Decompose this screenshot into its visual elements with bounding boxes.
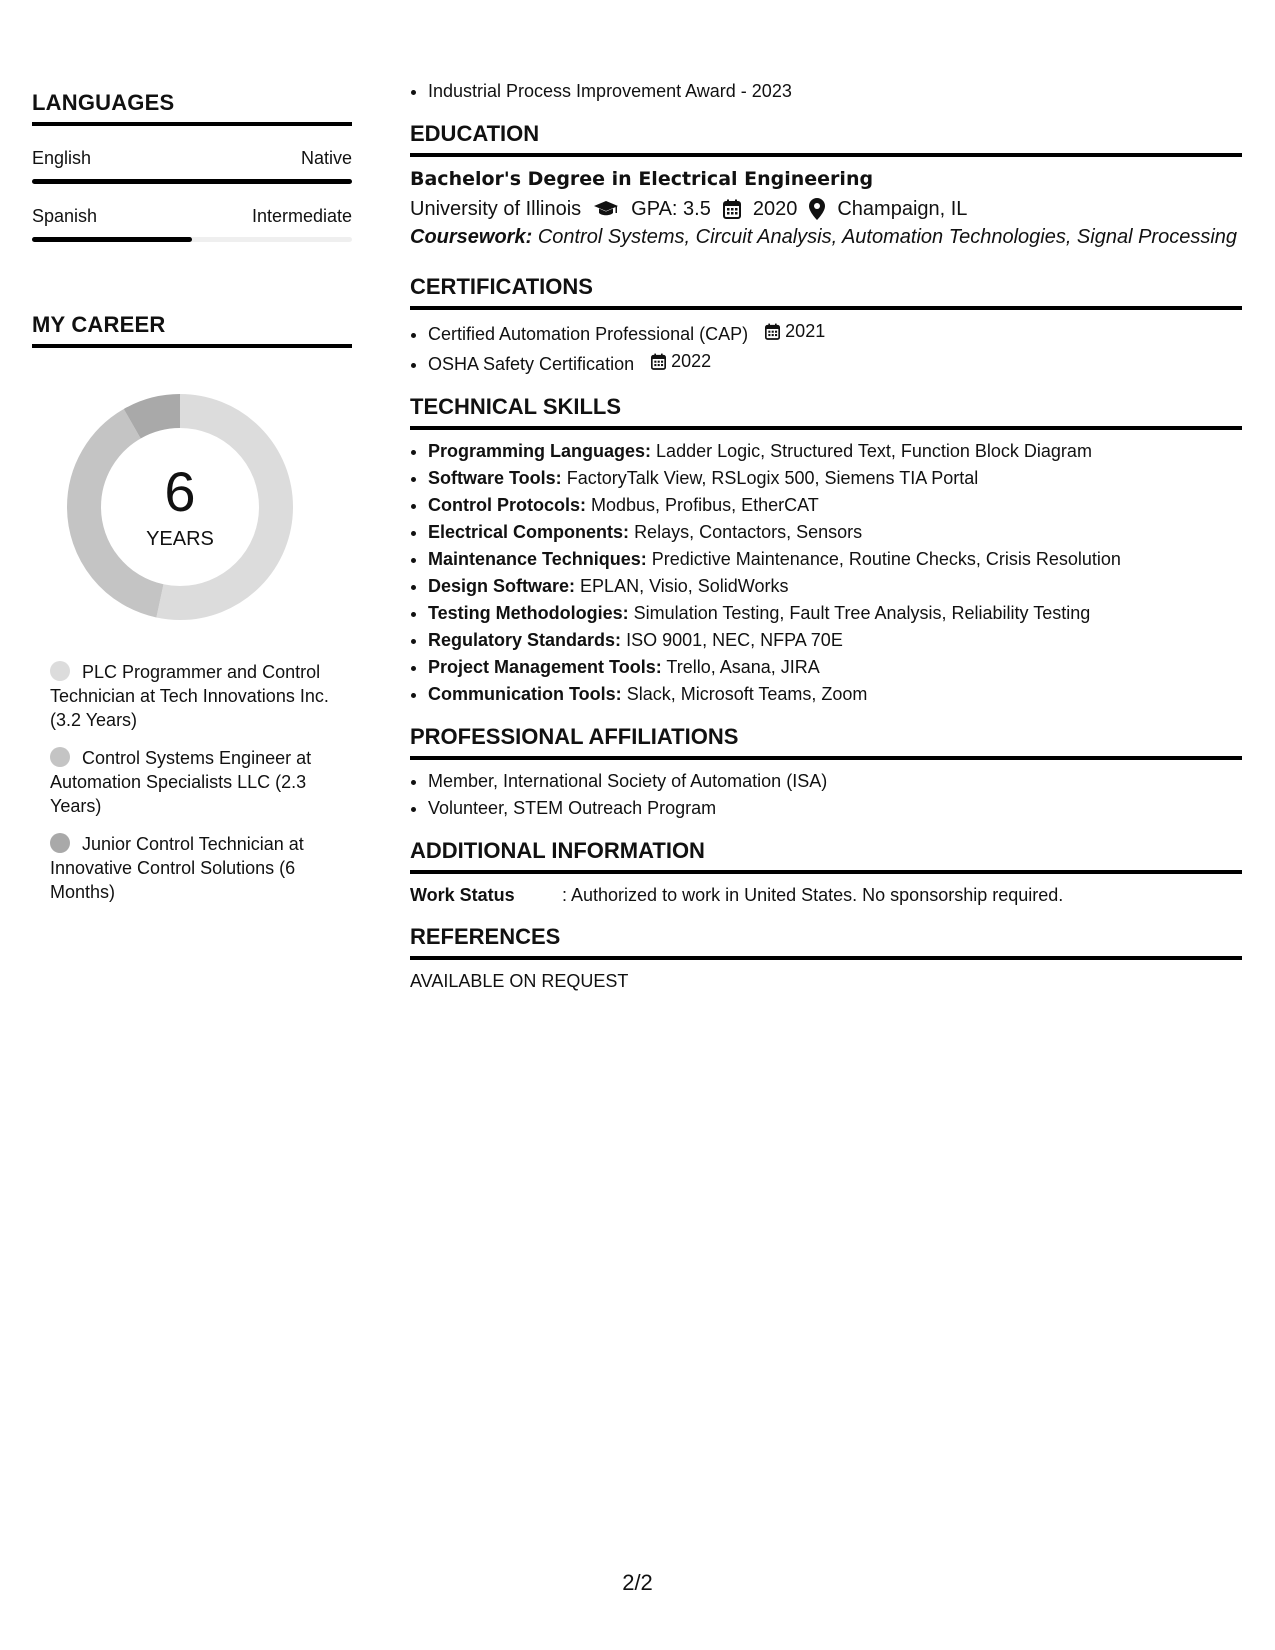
legend-dot-icon	[50, 661, 70, 681]
certification-name: Certified Automation Professional (CAP)	[428, 324, 749, 344]
skill-item	[428, 465, 1242, 492]
language-name: Spanish	[32, 206, 98, 226]
work-status-row	[410, 882, 1242, 908]
skill-label: Maintenance Techniques:	[428, 549, 647, 569]
legend-label: Junior Control Technician at Innovative Control Solutions (6 Months)	[50, 834, 304, 902]
skill-item	[428, 438, 1242, 465]
skill-value: Modbus, Profibus, EtherCAT	[591, 495, 819, 515]
legend-item	[50, 660, 330, 732]
references-text: AVAILABLE ON REQUEST	[410, 971, 629, 991]
language-level: Intermediate	[251, 206, 352, 226]
skill-label: Regulatory Standards:	[428, 630, 622, 650]
references-section	[410, 924, 1242, 994]
career-title: MY CAREER	[32, 312, 352, 348]
languages-title: LANGUAGES	[32, 90, 352, 126]
work-status-value: : Authorized to work in United States. No sponsorship required.	[562, 885, 1064, 905]
skill-value: Relays, Contactors, Sensors	[634, 522, 863, 542]
legend-item	[50, 746, 330, 818]
legend-item	[50, 832, 330, 904]
certification-item	[428, 318, 1242, 348]
certifications-title: CERTIFICATIONS	[410, 274, 1242, 310]
language-proficiency-bar	[32, 237, 352, 242]
education-school: University of Illinois	[410, 198, 582, 220]
certification-item	[428, 348, 1242, 378]
affiliations-list	[410, 768, 1242, 822]
skill-value: Ladder Logic, Structured Text, Function Block Diagram	[656, 441, 1092, 461]
work-status-label: Work Status	[410, 885, 515, 905]
affiliations-section	[410, 724, 1242, 822]
legend-dot-icon	[50, 747, 70, 767]
education-gpa: GPA: 3.5	[631, 198, 711, 220]
skill-label: Electrical Components:	[428, 522, 630, 542]
language-proficiency-bar	[32, 179, 352, 184]
skill-label: Design Software:	[428, 576, 576, 596]
skill-value: Predictive Maintenance, Routine Checks, Crisis Resolution	[651, 549, 1121, 569]
language-level: Native	[300, 148, 352, 168]
page-number: 2/2	[622, 1570, 653, 1595]
skill-label: Communication Tools:	[428, 684, 622, 704]
education-year: 2020	[752, 198, 798, 220]
skill-value: Slack, Microsoft Teams, Zoom	[626, 684, 868, 704]
technical-skills-section	[410, 394, 1242, 708]
skill-value: FactoryTalk View, RSLogix 500, Siemens TIA Portal	[566, 468, 979, 488]
certification-year: 2021	[785, 321, 826, 341]
calendar-icon	[765, 323, 780, 340]
certification-year: 2022	[671, 351, 712, 371]
education-meta	[410, 193, 1242, 225]
education-degree: Bachelor's Degree in Electrical Engineering	[410, 168, 874, 190]
legend-dot-icon	[50, 833, 70, 853]
graduation-cap-icon	[593, 200, 619, 218]
skill-item	[428, 654, 1242, 681]
career-total-years: 6	[164, 459, 196, 523]
affiliations-title: PROFESSIONAL AFFILIATIONS	[410, 724, 1242, 760]
language-item-spanish	[32, 206, 352, 242]
skill-item	[428, 681, 1242, 708]
additional-info-title: ADDITIONAL INFORMATION	[410, 838, 1242, 874]
affiliation-item: • Volunteer, STEM Outreach Program	[428, 795, 1242, 822]
coursework-text: Control Systems, Circuit Analysis, Automation Technologies, Signal Processing	[537, 226, 1238, 248]
skill-item	[428, 492, 1242, 519]
certification-date	[651, 348, 711, 375]
skills-list	[410, 438, 1242, 708]
career-section	[32, 312, 352, 904]
skill-label: Programming Languages:	[428, 441, 652, 461]
location-pin-icon	[809, 198, 825, 220]
skill-item	[428, 627, 1242, 654]
skill-label: Software Tools:	[428, 468, 562, 488]
skill-label: Testing Methodologies:	[428, 603, 629, 623]
skill-value: Simulation Testing, Fault Tree Analysis, Reliability Testing	[633, 603, 1091, 623]
education-coursework	[410, 225, 1242, 250]
coursework-label: Coursework:	[410, 226, 533, 248]
additional-info-section	[410, 838, 1242, 908]
technical-skills-title: TECHNICAL SKILLS	[410, 394, 1242, 430]
skill-value: ISO 9001, NEC, NFPA 70E	[626, 630, 843, 650]
language-item-english	[32, 148, 352, 184]
language-name: English	[32, 148, 92, 168]
skill-label: Control Protocols:	[428, 495, 586, 515]
calendar-icon	[723, 199, 741, 219]
career-donut-chart	[65, 392, 295, 622]
skill-value: EPLAN, Visio, SolidWorks	[580, 576, 789, 596]
career-legend	[50, 660, 330, 904]
affiliation-item: • Member, International Society of Automation (ISA)	[428, 768, 1242, 795]
skill-item	[428, 546, 1242, 573]
skill-label: Project Management Tools:	[428, 657, 662, 677]
education-location: Champaign, IL	[837, 198, 968, 220]
award-item: • Industrial Process Improvement Award - 2023	[428, 78, 1242, 105]
education-title: EDUCATION	[410, 121, 1242, 157]
skill-item	[428, 519, 1242, 546]
legend-label: Control Systems Engineer at Automation Specialists LLC (2.3 Years)	[50, 748, 312, 816]
calendar-icon	[651, 353, 666, 370]
certification-date	[765, 318, 825, 345]
career-total-unit: YEARS	[146, 527, 214, 550]
skill-value: Trello, Asana, JIRA	[666, 657, 820, 677]
language-proficiency-fill	[32, 179, 352, 184]
left-column	[32, 90, 352, 918]
references-title: REFERENCES	[410, 924, 1242, 960]
legend-label: PLC Programmer and Control Technician at Tech Innovations Inc. (3.2 Years)	[50, 662, 329, 730]
awards-list	[410, 78, 1242, 105]
certifications-list	[410, 318, 1242, 378]
right-column	[410, 78, 1242, 994]
education-section	[410, 121, 1242, 250]
skill-item	[428, 600, 1242, 627]
languages-section	[32, 90, 352, 242]
donut-center	[65, 392, 295, 622]
certifications-section	[410, 274, 1242, 378]
language-proficiency-fill	[32, 237, 192, 242]
skill-item	[428, 573, 1242, 600]
certification-name: OSHA Safety Certification	[428, 354, 635, 374]
